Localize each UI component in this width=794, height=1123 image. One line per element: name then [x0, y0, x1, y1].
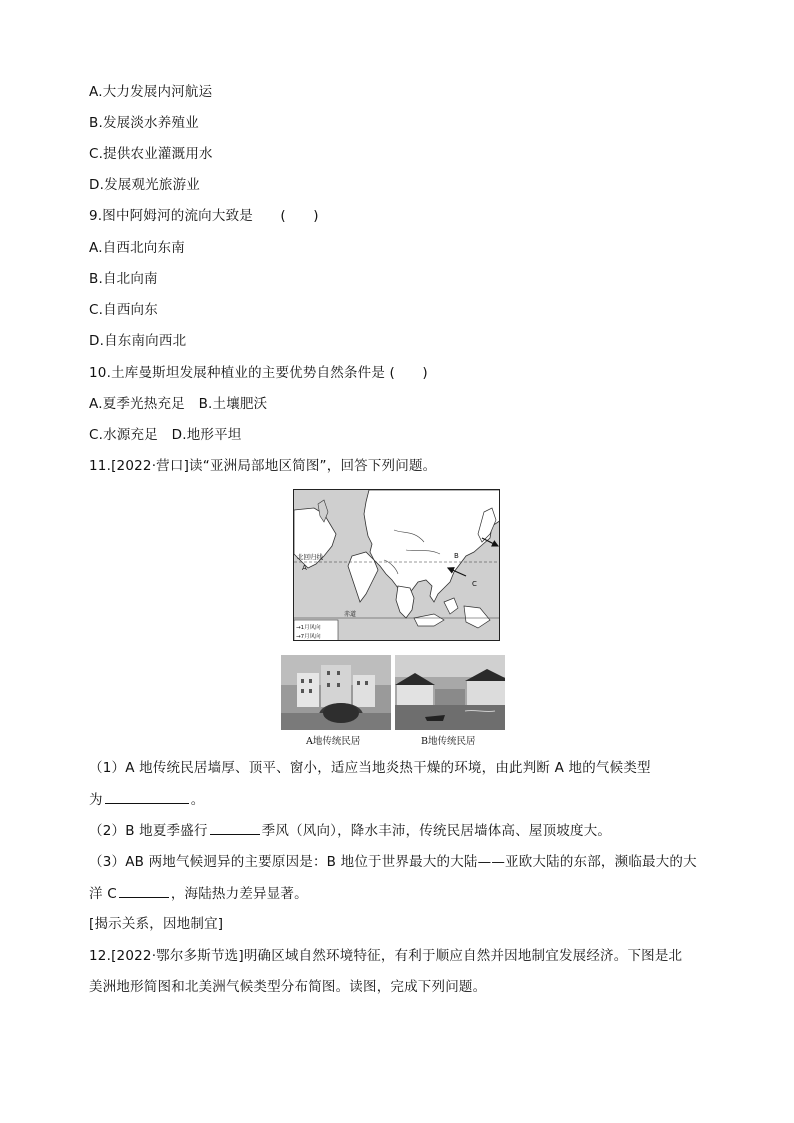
text-prefix: （2）B 地夏季盛行 — [89, 823, 208, 839]
option-d: D.自东南向西北 — [89, 333, 187, 349]
text-prefix: 为 — [89, 792, 103, 808]
photo-a-svg — [281, 655, 391, 730]
label-c: C — [472, 580, 477, 588]
text-suffix: 季风（风向），降水丰沛，传统民居墙体高、屋顶坡度大。 — [261, 823, 612, 839]
question-stem: 9.图中阿姆河的流向大致是 ( ) — [89, 208, 319, 224]
photo-row — [281, 655, 515, 730]
land-indochina — [396, 586, 414, 618]
legend-jan: →1月风向 — [296, 625, 321, 631]
option-cd: C.水源充足 D.地形平坦 — [89, 427, 242, 443]
label-tropic: 北回归线 — [297, 553, 323, 561]
land-islands — [414, 598, 490, 628]
photo-a-dwelling — [281, 655, 391, 730]
sub-question-2 — [89, 820, 611, 841]
question-stem: 10.土库曼斯坦发展种植业的主要优势自然条件是 ( ) — [89, 365, 428, 381]
option-a: A.自西北向东南 — [89, 240, 185, 256]
option-b: B.发展淡水养殖业 — [89, 115, 199, 131]
text-suffix: ，海陆热力差异显著。 — [170, 886, 308, 902]
label-equator: 赤道 — [344, 611, 357, 618]
option-a: A.大力发展内河航运 — [89, 84, 213, 100]
asia-map-figure — [293, 489, 500, 641]
photo-b-svg — [395, 655, 505, 730]
label-b: B — [454, 552, 459, 560]
sub-question-3-line1: （3）AB 两地气候迥异的主要原因是：B 地位于世界最大的大陆——亚欧大陆的东部，濒临最大的大 — [89, 854, 697, 870]
label-a: A — [302, 564, 307, 572]
answer-blank[interactable] — [119, 883, 169, 898]
option-c: C.自西向东 — [89, 302, 158, 318]
option-ab: A.夏季光热充足 B.土壤肥沃 — [89, 396, 268, 412]
asia-map-svg — [294, 490, 500, 641]
answer-blank[interactable] — [105, 789, 189, 804]
text-prefix: 洋 C — [89, 886, 117, 902]
legend-jul: →7月风向 — [296, 634, 321, 640]
sub-question-1-line1: （1）A 地传统民居墙厚、顶平、窗小，适应当地炎热干燥的环境，由此判断 A 地的气候类型 — [89, 760, 651, 776]
text-suffix: 。 — [190, 792, 205, 808]
question-stem-line2: 美洲地形简图和北美洲气候类型分布简图。读图，完成下列问题。 — [89, 979, 487, 995]
sub-question-1-line2 — [89, 789, 204, 810]
option-b: B.自北向南 — [89, 271, 158, 287]
option-d: D.发展观光旅游业 — [89, 177, 200, 193]
land-asia — [364, 490, 500, 602]
photo-b-caption: B地传统民居 — [421, 736, 476, 747]
land-india — [348, 552, 378, 602]
photo-a-caption: A地传统民居 — [306, 736, 361, 747]
question-stem: 11.[2022·营口]读“亚洲局部地区简图”，回答下列问题。 — [89, 458, 437, 474]
option-c: C.提供农业灌溉用水 — [89, 146, 213, 162]
sub-question-3-line2 — [89, 883, 308, 904]
question-stem-line1: 12.[2022·鄂尔多斯节选]明确区域自然环境特征，有利于顺应自然并因地制宜发展经济。下图是北 — [89, 948, 683, 964]
photo-b-dwelling — [395, 655, 505, 730]
answer-blank[interactable] — [210, 820, 260, 835]
section-tag: [揭示关系，因地制宜] — [89, 916, 224, 932]
